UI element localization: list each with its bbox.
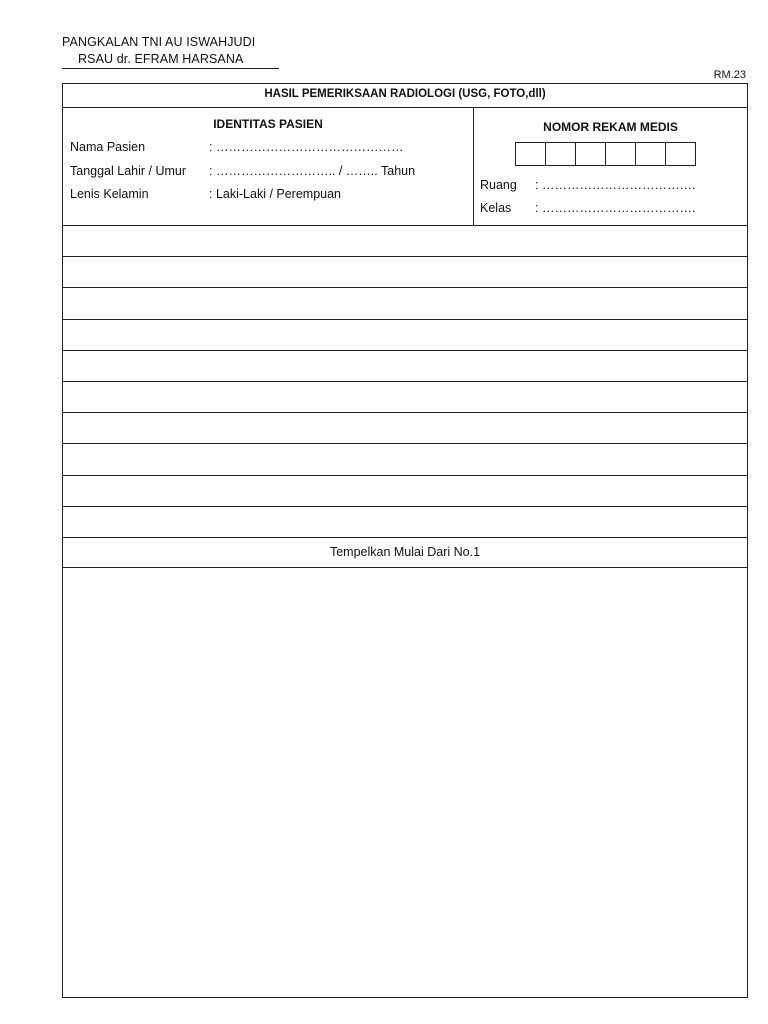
result-line[interactable] (63, 382, 747, 413)
organization-name: PANGKALAN TNI AU ISWAHJUDI (62, 35, 256, 49)
record-digit-box[interactable] (545, 142, 576, 166)
result-lines (63, 226, 747, 538)
record-digit-box[interactable] (605, 142, 636, 166)
result-line[interactable] (63, 320, 747, 351)
header-underline (62, 68, 279, 69)
gender-label: Lenis Kelamin (70, 187, 149, 201)
result-line[interactable] (63, 257, 747, 288)
class-value[interactable]: : ………………………………. (535, 201, 696, 215)
gender-field[interactable] (70, 187, 341, 201)
result-line[interactable] (63, 507, 747, 538)
medical-record-number-boxes[interactable] (515, 142, 696, 166)
form-code: RM.23 (713, 69, 746, 81)
medical-record-heading: NOMOR REKAM MEDIS (543, 120, 678, 134)
result-line[interactable] (63, 476, 747, 507)
gender-value[interactable]: : Laki-Laki / Perempuan (209, 187, 342, 201)
result-line[interactable] (63, 444, 747, 475)
patient-identity-panel (63, 108, 474, 225)
result-line[interactable] (63, 288, 747, 319)
room-value[interactable]: : ………………………………. (535, 178, 696, 192)
result-line[interactable] (63, 226, 747, 257)
patient-name-field[interactable] (70, 140, 403, 154)
room-label: Ruang (480, 178, 517, 192)
patient-name-value[interactable]: : ……………………………………… (209, 140, 404, 154)
identity-heading: IDENTITAS PASIEN (213, 117, 323, 131)
form-frame (62, 83, 748, 998)
result-line[interactable] (63, 351, 747, 382)
attach-instruction: Tempelkan Mulai Dari No.1 (63, 538, 747, 568)
class-field[interactable] (480, 201, 695, 215)
medical-record-panel (474, 108, 747, 225)
birthdate-age-value[interactable]: : ……………………….. / …….. Tahun (209, 164, 416, 178)
patient-name-label: Nama Pasien (70, 140, 146, 154)
room-field[interactable] (480, 178, 695, 192)
birthdate-age-field[interactable] (70, 164, 415, 178)
birthdate-age-label: Tanggal Lahir / Umur (70, 164, 187, 178)
record-digit-box[interactable] (635, 142, 666, 166)
hospital-name: RSAU dr. EFRAM HARSANA (78, 52, 244, 66)
result-line[interactable] (63, 413, 747, 444)
form-title: HASIL PEMERIKSAAN RADIOLOGI (USG, FOTO,dll) (63, 84, 747, 108)
record-digit-box[interactable] (515, 142, 546, 166)
record-digit-box[interactable] (575, 142, 606, 166)
identity-section (63, 108, 747, 226)
record-digit-box[interactable] (665, 142, 696, 166)
class-label: Kelas (480, 201, 512, 215)
